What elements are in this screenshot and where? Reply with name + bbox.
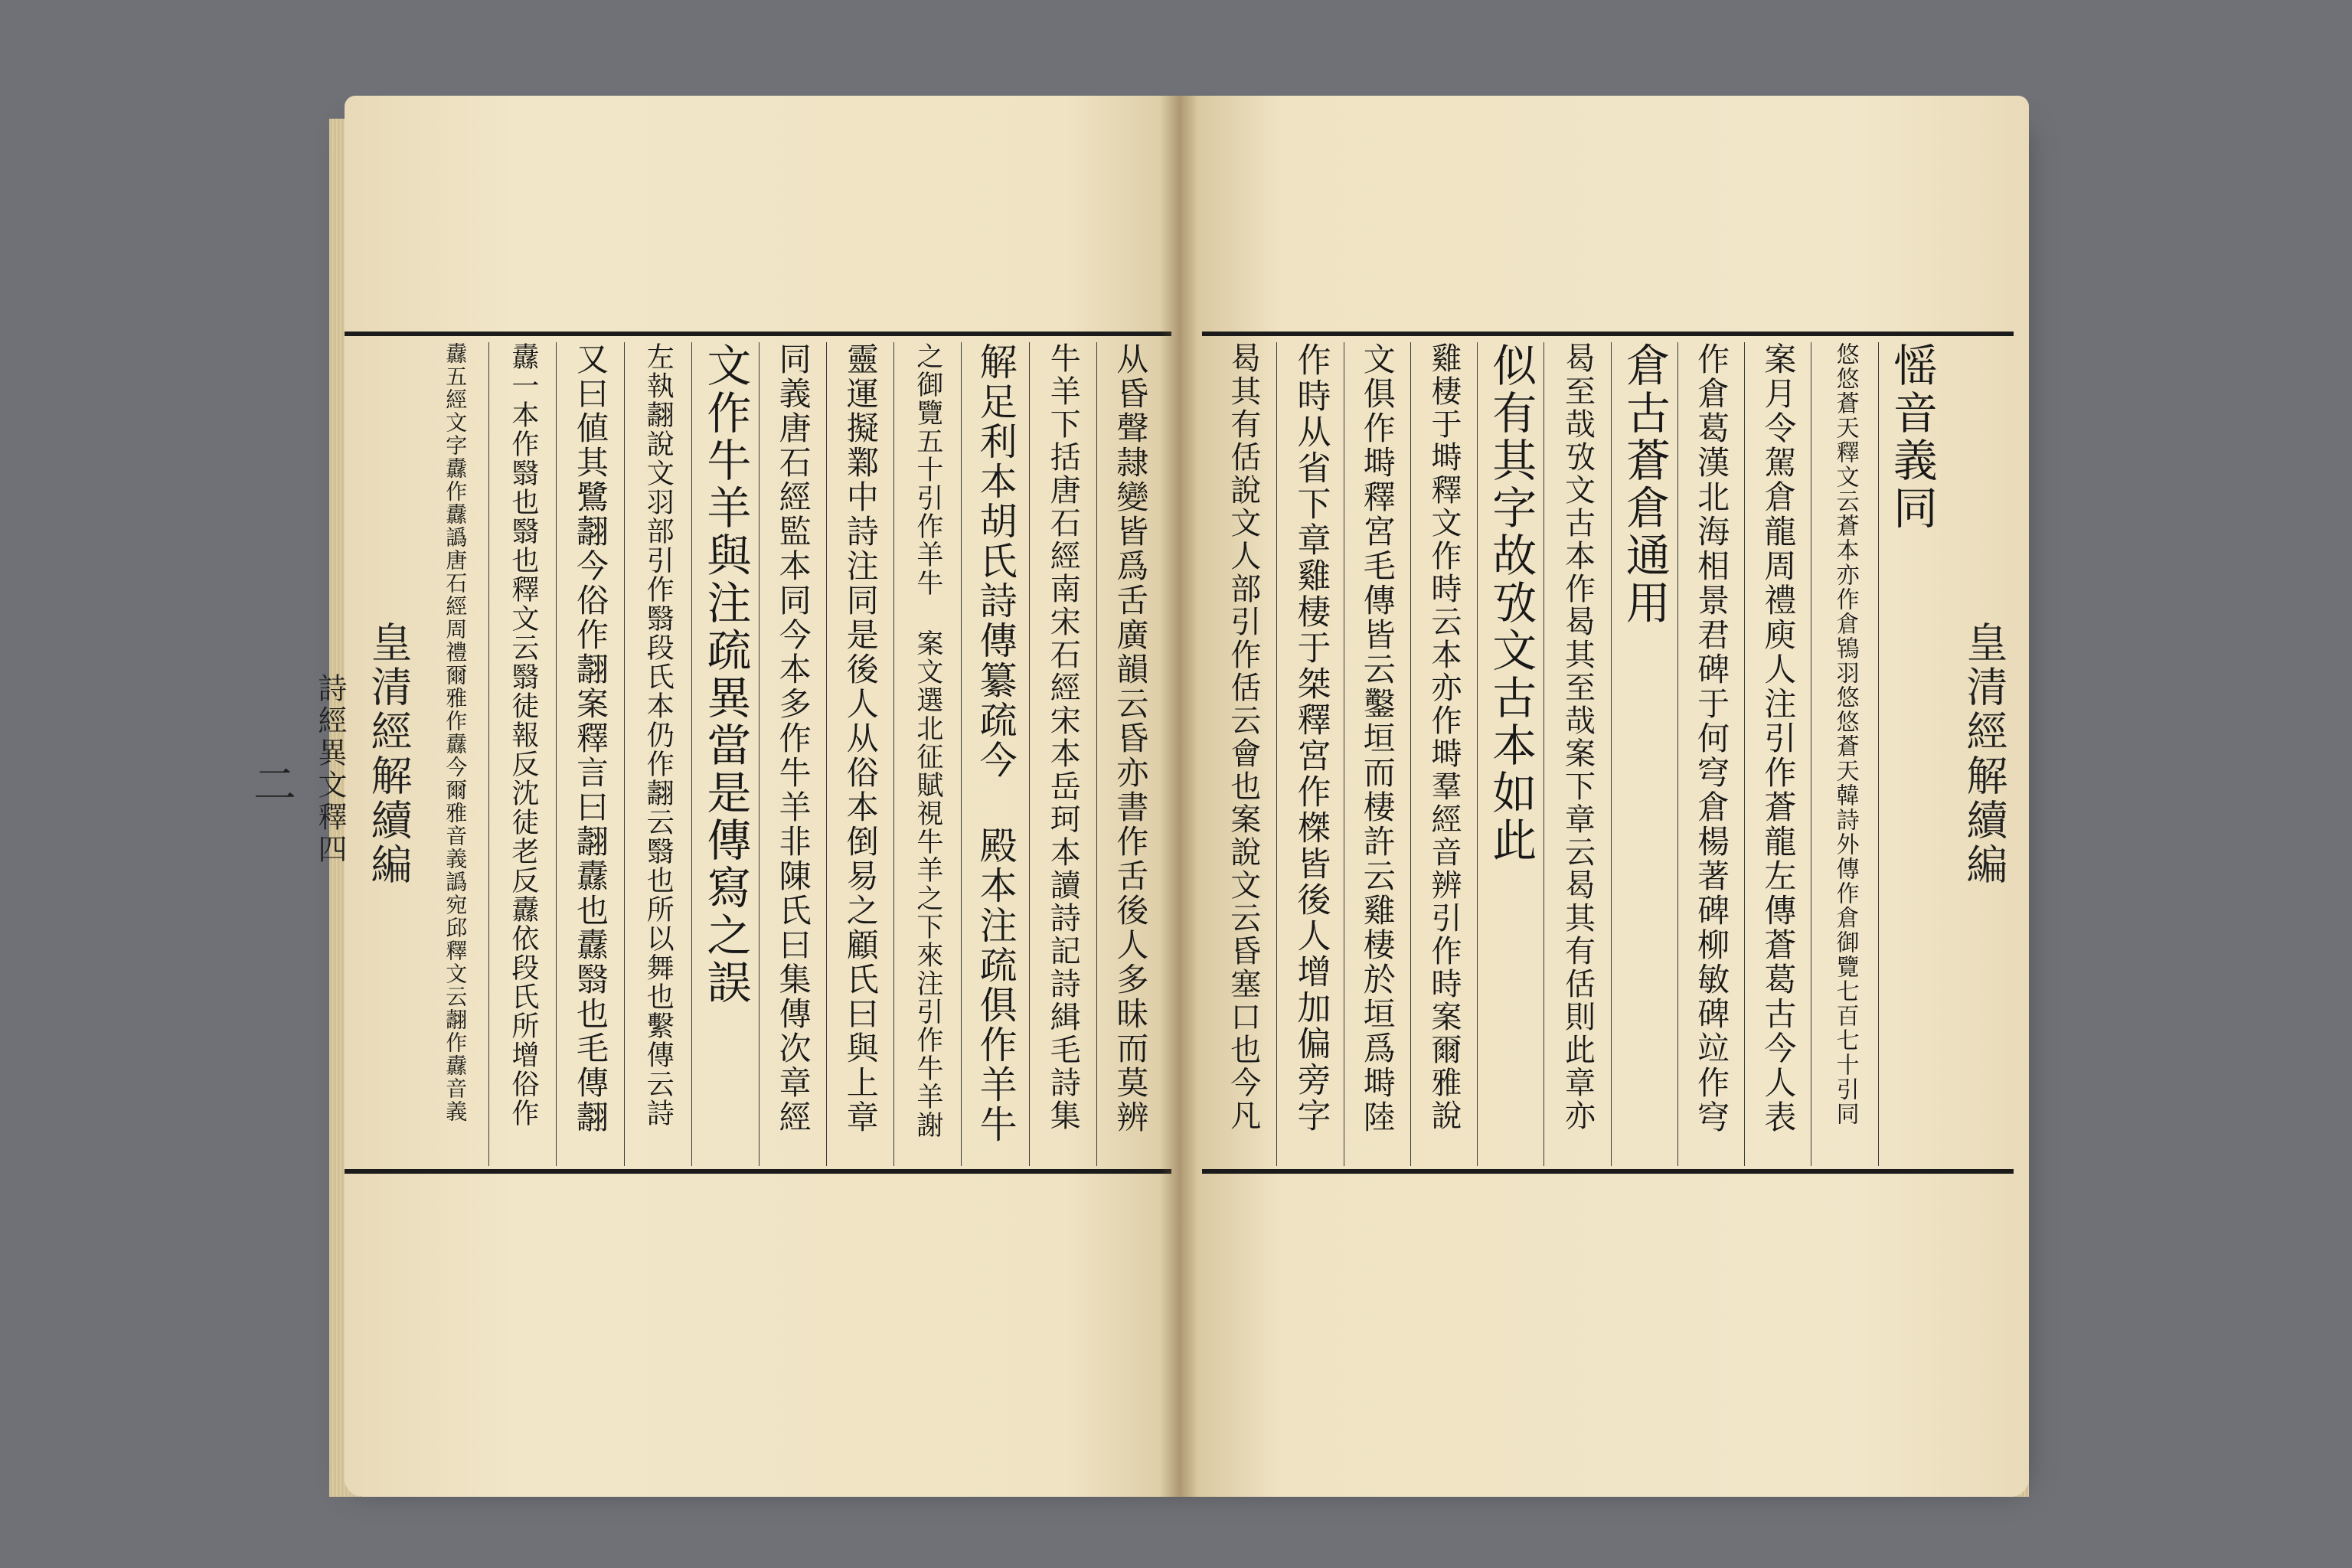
right-column-text: 作時从省下章雞棲于桀釋宮作榤皆後人增加偏旁字 xyxy=(1291,342,1331,1134)
left-columns xyxy=(421,342,1164,1166)
left-margin-subtitle: 詩經異文釋四 xyxy=(313,673,347,866)
right-column-text: 愮音義同 xyxy=(1885,342,1938,532)
left-column-text: 同義唐石經監本同今本多作牛羊非陳氏曰集傳次章經 xyxy=(774,342,812,1135)
right-column-7 xyxy=(1477,342,1544,1166)
left-column-3 xyxy=(961,342,1028,1166)
left-column-text: 纛一本作翳也翳也釋文云翳徒報反沈徒老反纛依段氏所增俗作 xyxy=(507,342,539,1128)
left-column-2 xyxy=(1029,342,1096,1166)
right-column-3 xyxy=(1744,342,1811,1166)
left-column-4 xyxy=(893,342,961,1166)
left-column-8 xyxy=(624,342,691,1166)
right-column-8 xyxy=(1410,342,1477,1166)
right-column-text: 案月令駕倉龍周禮庾人注引作蒼龍左傳蒼葛古今人表 xyxy=(1759,342,1798,1135)
right-column-text: 倉古蒼倉通用 xyxy=(1618,342,1671,627)
left-column-7 xyxy=(691,342,759,1166)
left-margin-title: 皇清經解續編 xyxy=(364,621,413,887)
left-column-text: 文作牛羊與注疏異當是傳寫之誤 xyxy=(699,342,752,1007)
left-column-text: 纛五經文字纛作纛譌唐石經周禮爾雅作纛今爾雅音義譌宛邱釋文云翿作纛音義 xyxy=(443,342,469,1123)
right-column-text: 曷其有佸說文人部引作佸云會也案說文云昏塞口也今凡 xyxy=(1225,342,1261,1132)
left-column-text: 又曰値其鷺翿今俗作翿案釋言曰翿纛也纛翳也毛傳翿 xyxy=(572,342,610,1135)
right-column-text: 悠悠蒼天釋文云蒼本亦作倉鴇羽悠悠蒼天韓詩外傳作倉御覽七百七十引同 xyxy=(1831,342,1859,1126)
left-column-text: 从昏聲隷變皆爲舌廣韻云昏亦書作舌後人多昧而莫辨 xyxy=(1112,342,1150,1135)
right-column-text: 文俱作塒釋宮毛傳皆云鑿垣而棲許云雞棲於垣爲塒陸 xyxy=(1358,342,1396,1135)
right-margin-band xyxy=(1945,348,2014,1160)
right-column-6 xyxy=(1544,342,1610,1166)
right-page xyxy=(1179,96,2029,1497)
left-column-text: 牛羊下括唐石經南宋石經宋本岳珂本讀詩記詩緝毛詩集 xyxy=(1045,342,1081,1132)
book-gutter xyxy=(1160,96,1198,1497)
right-column-11 xyxy=(1210,342,1276,1166)
right-column-text: 雞棲于塒釋文作時云本亦作塒羣經音辨引作時案爾雅說 xyxy=(1426,342,1462,1132)
right-column-10 xyxy=(1276,342,1343,1166)
right-column-9 xyxy=(1344,342,1410,1166)
left-column-text: 靈運擬鄴中詩注同是後人从俗本倒易之顧氏曰與上章 xyxy=(841,342,880,1135)
right-column-2 xyxy=(1811,342,1877,1166)
left-column-1 xyxy=(1096,342,1164,1166)
left-column-11 xyxy=(421,342,488,1166)
left-page xyxy=(247,96,1194,1497)
right-column-text: 似有其字故攷文古本如此 xyxy=(1485,342,1537,864)
right-column-text: 曷至哉攷文古本作曷其至哉案下章云曷其有佸則此章亦 xyxy=(1560,342,1596,1132)
right-columns xyxy=(1210,342,1945,1166)
right-column-5 xyxy=(1611,342,1677,1166)
left-column-9 xyxy=(556,342,623,1166)
left-column-text: 左執翿說文羽部引作翳段氏本仍作翿云翳也所以舞也繫傳云詩 xyxy=(642,342,675,1128)
open-book xyxy=(247,96,2030,1485)
right-margin-title: 皇清經解續編 xyxy=(1960,621,2008,887)
right-column-text: 作倉葛漢北海相景君碑于何穹倉楊著碑柳敏碑竝作穹 xyxy=(1693,342,1731,1135)
left-margin-band xyxy=(247,356,418,1152)
right-column-1 xyxy=(1878,342,1945,1166)
right-column-4 xyxy=(1677,342,1744,1166)
left-page-number: 二 xyxy=(247,762,296,808)
left-column-10 xyxy=(488,342,556,1166)
left-column-6 xyxy=(759,342,826,1166)
left-column-text: 解足利本胡氏詩傳纂疏今 殿本注疏俱作羊牛 xyxy=(974,342,1018,1145)
left-column-text: 之御覽五十引作羊牛 案文選北征賦視牛羊之下來注引作牛羊謝 xyxy=(912,342,943,1139)
left-column-5 xyxy=(826,342,893,1166)
